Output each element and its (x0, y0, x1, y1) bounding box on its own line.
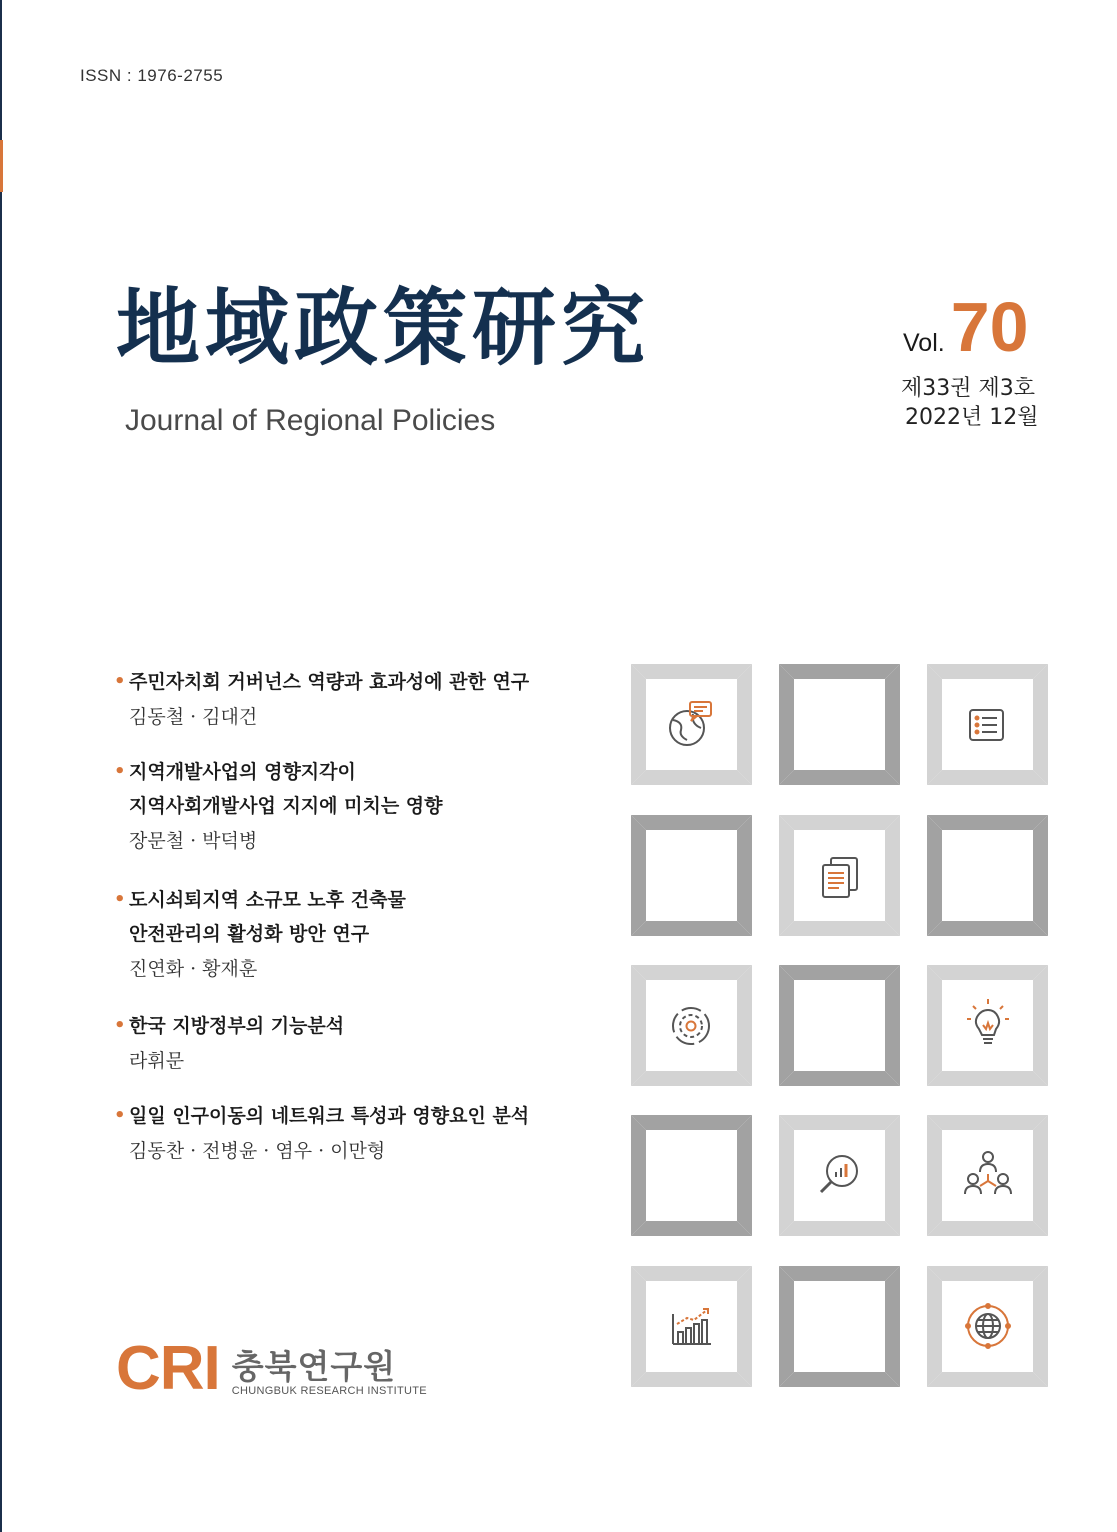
people-network-icon-tile (927, 1115, 1048, 1236)
article-3 (114, 883, 614, 987)
documents-icon-tile (779, 815, 900, 936)
article-5 (114, 1099, 614, 1169)
bar-chart-icon-tile (631, 1266, 752, 1387)
article-authors: 장문철 · 박덕병 (129, 830, 258, 852)
journal-title: 地域政策研究 (116, 278, 651, 377)
publisher-name-english: CHUNGBUK RESEARCH INSTITUTE (231, 1385, 427, 1397)
globe-chat-icon-tile (631, 664, 752, 785)
article-title: 도시쇠퇴지역 소규모 노후 건축물 (129, 889, 406, 911)
article-title: 한국 지방정부의 기능분석 (129, 1015, 345, 1037)
publisher-name-korean: 충북연구원 (231, 1347, 397, 1387)
article-authors: 김동철 · 김대건 (129, 706, 258, 728)
checklist-icon-tile (927, 664, 1048, 785)
article-title: 일일 인구이동의 네트워크 특성과 영향요인 분석 (129, 1105, 530, 1127)
publication-date: 2022년 12월 (905, 405, 1039, 430)
table-of-contents (114, 665, 614, 1169)
frame-tile (779, 664, 900, 785)
volume-block (903, 288, 1029, 366)
bullet-icon: • (114, 761, 126, 782)
globe-chat-icon (670, 702, 711, 745)
bullet-icon: • (114, 1015, 126, 1036)
left-edge-line (0, 0, 2, 1532)
article-authors: 진연화 · 황재훈 (129, 958, 258, 980)
frame-tile (631, 1115, 752, 1236)
article-1 (114, 665, 614, 735)
article-title: 지역개발사업의 영향지각이 (129, 761, 356, 783)
issn-number: ISSN : 1976-2755 (80, 66, 224, 85)
lightbulb-icon (967, 999, 1009, 1043)
checklist-icon (970, 710, 1003, 740)
frame-tile (779, 965, 900, 1086)
frame-tile (927, 815, 1048, 936)
magnifier-chart-icon (821, 1156, 857, 1192)
article-authors: 김동찬 · 전병윤 · 염우 · 이만형 (129, 1140, 386, 1162)
article-4 (114, 1009, 614, 1079)
article-title: 주민자치회 거버넌스 역량과 효과성에 관한 연구 (129, 671, 530, 693)
magnifier-chart-icon-tile (779, 1115, 900, 1236)
people-network-icon (965, 1152, 1011, 1194)
volume-number: 70 (950, 288, 1029, 366)
journal-title-english: Journal of Regional Policies (125, 404, 496, 437)
gear-icon (673, 1008, 709, 1044)
article-authors: 라휘문 (129, 1050, 185, 1072)
cri-logo-mark: CRI (116, 1334, 220, 1403)
left-edge-accent (0, 140, 3, 192)
documents-icon (823, 858, 857, 897)
bullet-icon: • (114, 1105, 126, 1126)
article-2 (114, 755, 614, 859)
bullet-icon: • (114, 671, 126, 692)
globe-target-icon (966, 1304, 1010, 1348)
bullet-icon: • (114, 889, 126, 910)
article-title: 안전관리의 활성화 방안 연구 (129, 923, 370, 945)
frame-tile (631, 815, 752, 936)
frame-tile (779, 1266, 900, 1387)
bar-chart-icon (673, 1309, 711, 1344)
volume-issue: 제33권 제3호 (901, 376, 1035, 401)
publisher-logo (116, 1334, 427, 1403)
globe-target-icon-tile (927, 1266, 1048, 1387)
volume-label: Vol. (903, 329, 945, 357)
lightbulb-icon-tile (927, 965, 1048, 1086)
gear-icon-tile (631, 965, 752, 1086)
article-title: 지역사회개발사업 지지에 미치는 영향 (129, 795, 443, 817)
